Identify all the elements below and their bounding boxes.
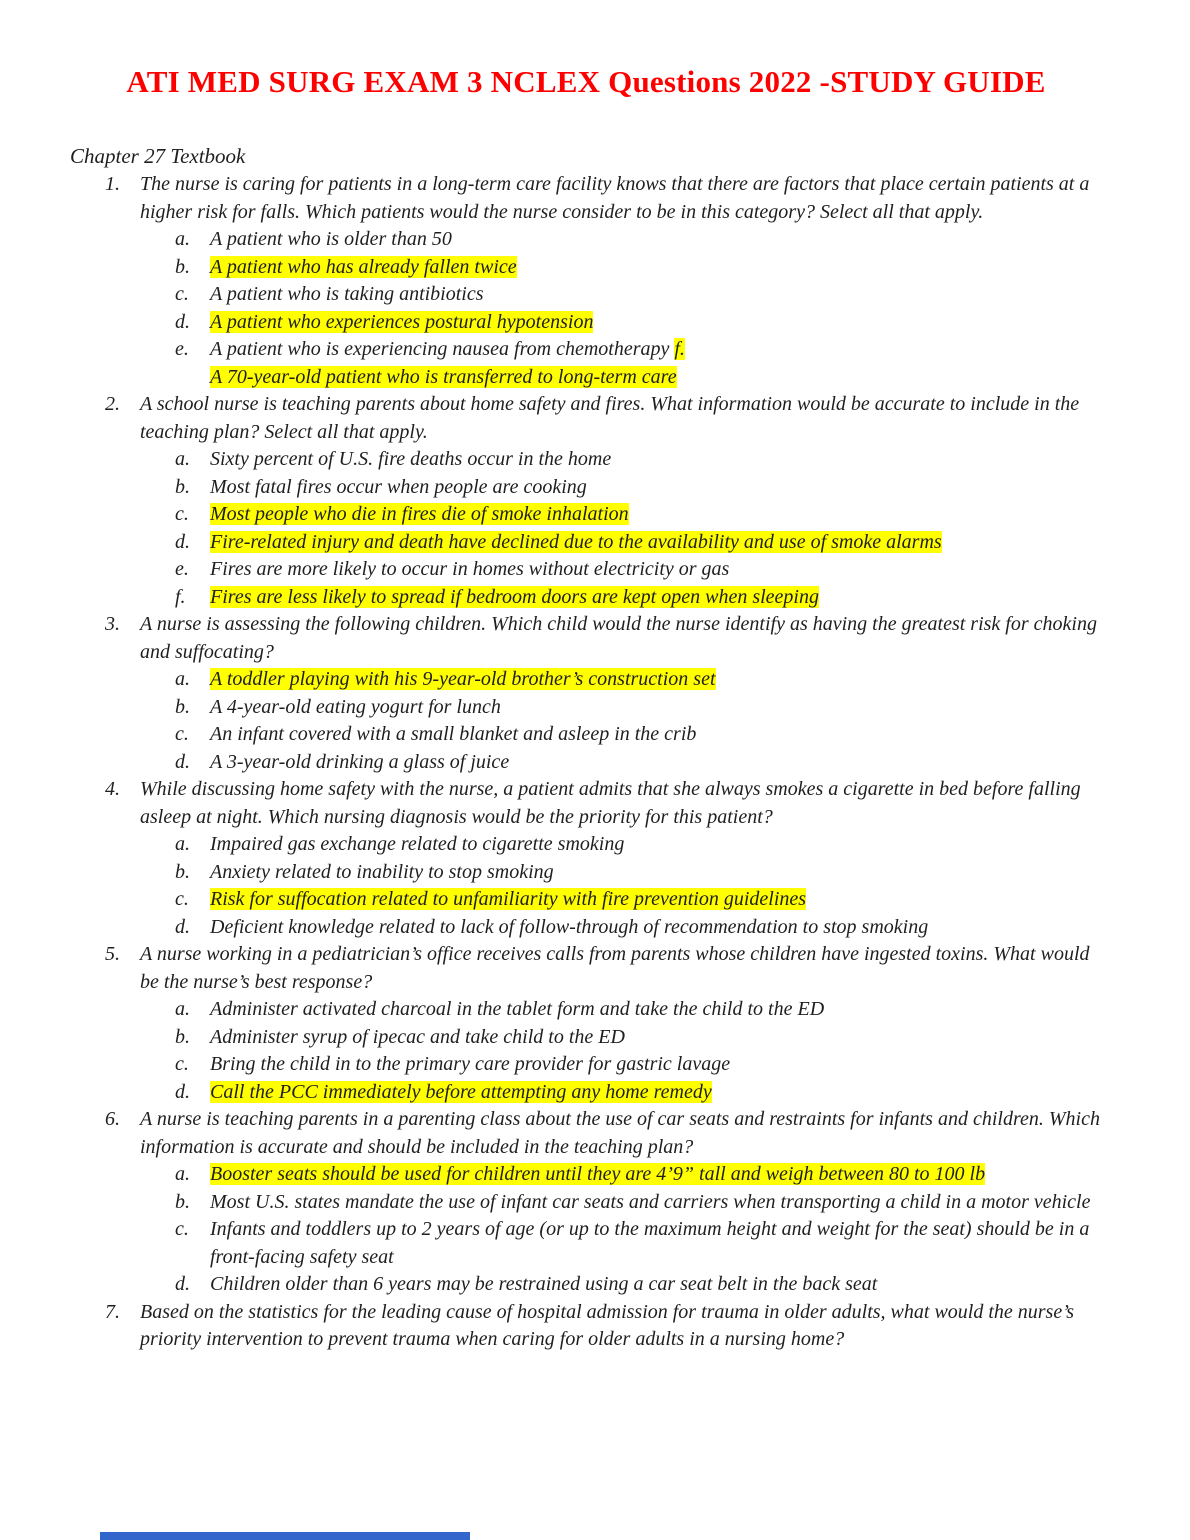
question-text: A nurse is teaching parents in a parenting class about the use of car seats and restraints for infants and children. Which information is accurate and should be included in the teaching plan? bbox=[140, 1108, 1100, 1158]
option-text bbox=[210, 1024, 1102, 1052]
option-marker: a. bbox=[175, 1163, 190, 1185]
option-marker: e. bbox=[175, 558, 189, 580]
answer-option bbox=[140, 364, 1102, 392]
answer-option bbox=[140, 996, 1102, 1024]
question-number: 6. bbox=[105, 1108, 120, 1130]
answer-option bbox=[140, 501, 1102, 529]
option-marker: f. bbox=[175, 585, 186, 608]
option-text bbox=[210, 1271, 1102, 1299]
answer-text: Sixty percent of U.S. fire deaths occur in the home bbox=[210, 448, 612, 470]
option-marker: d. bbox=[175, 750, 190, 773]
option-text bbox=[210, 446, 1102, 474]
option-marker: d. bbox=[175, 1273, 190, 1295]
answer-option bbox=[140, 226, 1102, 254]
option-marker: d. bbox=[175, 310, 190, 333]
option-text bbox=[210, 474, 1102, 502]
option-text bbox=[210, 859, 1102, 887]
question-text: While discussing home safety with the nurse, a patient admits that she always smokes a cigarette in bed before falling asleep at night. Which nursing diagnosis would be the priority for this patient? bbox=[140, 778, 1081, 828]
option-marker: c. bbox=[175, 1053, 189, 1075]
answer-option bbox=[140, 666, 1102, 694]
question-text: The nurse is caring for patients in a long-term care facility knows that there are factors that place certain patients at a higher risk for falls. Which patients would the nurse consider to be in this category? Select all that apply. bbox=[140, 173, 1090, 223]
question-text: Based on the statistics for the leading cause of hospital admission for trauma in older adults, what would the nurse’s priority intervention to prevent trauma when caring for older adults in a nursing home? bbox=[140, 1300, 1075, 1350]
answer-text: A patient who is older than 50 bbox=[210, 228, 452, 250]
option-text bbox=[210, 666, 1102, 694]
option-text bbox=[210, 1161, 1102, 1189]
question-7 bbox=[70, 1299, 1102, 1354]
question-2 bbox=[70, 391, 1102, 611]
answer-option bbox=[140, 859, 1102, 887]
question-number: 3. bbox=[105, 613, 120, 635]
page-title: ATI MED SURG EXAM 3 NCLEX Questions 2022 -STUDY GUIDE bbox=[126, 64, 1046, 99]
answer-option bbox=[140, 529, 1102, 557]
option-marker: d. bbox=[175, 1080, 190, 1103]
option-marker: e. bbox=[175, 338, 189, 360]
answer-option bbox=[140, 1271, 1102, 1299]
answer-option bbox=[140, 1161, 1102, 1189]
question-number: 2. bbox=[105, 393, 120, 415]
highlighted-answer-text: f. bbox=[674, 338, 685, 360]
option-text bbox=[210, 694, 1102, 722]
question-body bbox=[140, 171, 1102, 391]
option-text bbox=[210, 1079, 1102, 1107]
question-body bbox=[140, 941, 1102, 1106]
answer-option bbox=[140, 886, 1102, 914]
option-marker: b. bbox=[175, 1190, 190, 1213]
answer-option bbox=[140, 831, 1102, 859]
answer-text: Bring the child in to the primary care provider for gastric lavage bbox=[210, 1053, 731, 1075]
option-marker: c. bbox=[175, 1218, 189, 1240]
answer-option bbox=[140, 556, 1102, 584]
question-body bbox=[140, 776, 1102, 941]
chapter-heading: Chapter 27 Textbook bbox=[70, 144, 246, 168]
answer-option bbox=[140, 1051, 1102, 1079]
option-text bbox=[210, 721, 1102, 749]
highlighted-answer-text: Most people who die in fires die of smoke inhalation bbox=[210, 503, 629, 525]
answer-option bbox=[140, 584, 1102, 612]
option-marker: c. bbox=[175, 723, 189, 745]
highlighted-answer-text: Call the PCC immediately before attempting any home remedy bbox=[210, 1080, 712, 1103]
option-text bbox=[210, 254, 1102, 282]
highlighted-answer-text: Fire-related injury and death have declined due to the availability and use of smoke alarms bbox=[210, 530, 942, 553]
question-body bbox=[140, 1299, 1102, 1354]
question-number: 4. bbox=[105, 778, 120, 800]
option-marker: b. bbox=[175, 255, 190, 278]
option-marker: b. bbox=[175, 860, 190, 883]
option-text bbox=[210, 1051, 1102, 1079]
question-number: 7. bbox=[105, 1300, 120, 1323]
option-text bbox=[210, 309, 1102, 337]
answer-text: Most fatal fires occur when people are cooking bbox=[210, 475, 587, 498]
question-body bbox=[140, 611, 1102, 776]
option-text bbox=[210, 226, 1102, 254]
answer-option bbox=[140, 336, 1102, 364]
option-marker: a. bbox=[175, 833, 190, 855]
highlighted-answer-text: Booster seats should be used for children until they are 4’9” tall and weigh between 80 to 100 lb bbox=[210, 1163, 986, 1185]
answer-option bbox=[140, 474, 1102, 502]
option-text bbox=[210, 1189, 1102, 1217]
option-text bbox=[210, 831, 1102, 859]
option-marker: c. bbox=[175, 888, 189, 910]
question-text: A school nurse is teaching parents about home safety and fires. What information would be accurate to include in the teaching plan? Select all that apply. bbox=[140, 393, 1080, 443]
option-text bbox=[210, 914, 1102, 942]
answer-option bbox=[140, 694, 1102, 722]
option-marker: a. bbox=[175, 998, 190, 1020]
question-number: 5. bbox=[105, 943, 120, 965]
option-marker: c. bbox=[175, 283, 189, 305]
question-text: A nurse is assessing the following children. Which child would the nurse identify as having the greatest risk for choking and suffocating? bbox=[140, 613, 1097, 663]
next-page-highlight-artifact bbox=[100, 1532, 470, 1540]
option-text bbox=[210, 1216, 1102, 1271]
highlighted-answer-text: A 70-year-old patient who is transferred to long-term care bbox=[210, 365, 677, 388]
option-text bbox=[210, 501, 1102, 529]
option-text bbox=[210, 996, 1102, 1024]
answer-option bbox=[140, 254, 1102, 282]
answer-text: Infants and toddlers up to 2 years of age (or up to the maximum height and weight for the seat) should be in a front-facing safety seat bbox=[210, 1218, 1090, 1268]
answer-text: Fires are more likely to occur in homes without electricity or gas bbox=[210, 558, 730, 580]
answer-text: Deficient knowledge related to lack of follow-through of recommendation to stop smoking bbox=[210, 915, 929, 938]
option-marker: b. bbox=[175, 1025, 190, 1048]
option-marker: c. bbox=[175, 503, 189, 525]
answer-option bbox=[140, 914, 1102, 942]
question-3 bbox=[70, 611, 1102, 776]
answer-option bbox=[140, 749, 1102, 777]
option-text bbox=[210, 336, 1102, 364]
answer-text: A patient who is experiencing nausea from chemotherapy bbox=[210, 338, 675, 360]
answer-text: Impaired gas exchange related to cigarette smoking bbox=[210, 833, 625, 855]
answer-text: Children older than 6 years may be restrained using a car seat belt in the back seat bbox=[210, 1273, 878, 1295]
answer-option bbox=[140, 1216, 1102, 1271]
option-text bbox=[210, 749, 1102, 777]
question-4 bbox=[70, 776, 1102, 941]
answer-text: Administer syrup of ipecac and take child to the ED bbox=[210, 1025, 625, 1048]
option-text bbox=[210, 529, 1102, 557]
option-marker: a. bbox=[175, 228, 190, 250]
answer-text: A 4-year-old eating yogurt for lunch bbox=[210, 695, 501, 718]
answer-option bbox=[140, 1189, 1102, 1217]
answer-option bbox=[140, 446, 1102, 474]
answer-option bbox=[140, 309, 1102, 337]
option-marker: d. bbox=[175, 915, 190, 938]
answer-text: Most U.S. states mandate the use of infant car seats and carriers when transporting a child in a motor vehicle bbox=[210, 1190, 1091, 1213]
option-text bbox=[210, 556, 1102, 584]
answer-text: Anxiety related to inability to stop smoking bbox=[210, 860, 554, 883]
question-body bbox=[140, 391, 1102, 611]
highlighted-answer-text: Risk for suffocation related to unfamiliarity with fire prevention guidelines bbox=[210, 888, 807, 910]
question-1 bbox=[70, 171, 1102, 391]
answer-text: A patient who is taking antibiotics bbox=[210, 283, 484, 305]
option-marker: d. bbox=[175, 530, 190, 553]
highlighted-answer-text: A toddler playing with his 9-year-old brother’s construction set bbox=[210, 668, 716, 690]
question-5 bbox=[70, 941, 1102, 1106]
answer-text: An infant covered with a small blanket and asleep in the crib bbox=[210, 723, 697, 745]
highlighted-answer-text: A patient who has already fallen twice bbox=[210, 255, 517, 278]
question-number: 1. bbox=[105, 173, 120, 195]
highlighted-answer-text: A patient who experiences postural hypotension bbox=[210, 310, 594, 333]
answer-text: A 3-year-old drinking a glass of juice bbox=[210, 750, 510, 773]
option-text bbox=[210, 584, 1102, 612]
option-marker: a. bbox=[175, 448, 190, 470]
option-marker: b. bbox=[175, 475, 190, 498]
answer-option bbox=[140, 1079, 1102, 1107]
answer-option bbox=[140, 281, 1102, 309]
option-marker: a. bbox=[175, 668, 190, 690]
answer-option bbox=[140, 1024, 1102, 1052]
option-text bbox=[210, 886, 1102, 914]
question-body bbox=[140, 1106, 1102, 1299]
option-text bbox=[210, 281, 1102, 309]
option-marker: b. bbox=[175, 695, 190, 718]
answer-text: Administer activated charcoal in the tablet form and take the child to the ED bbox=[210, 998, 825, 1020]
answer-option bbox=[140, 721, 1102, 749]
question-6 bbox=[70, 1106, 1102, 1299]
highlighted-answer-text: Fires are less likely to spread if bedroom doors are kept open when sleeping bbox=[210, 585, 819, 608]
question-text: A nurse working in a pediatrician’s office receives calls from parents whose children have ingested toxins. What would be the nurse’s best response? bbox=[140, 943, 1090, 993]
question-list bbox=[70, 171, 1102, 1354]
option-text bbox=[210, 364, 1102, 392]
